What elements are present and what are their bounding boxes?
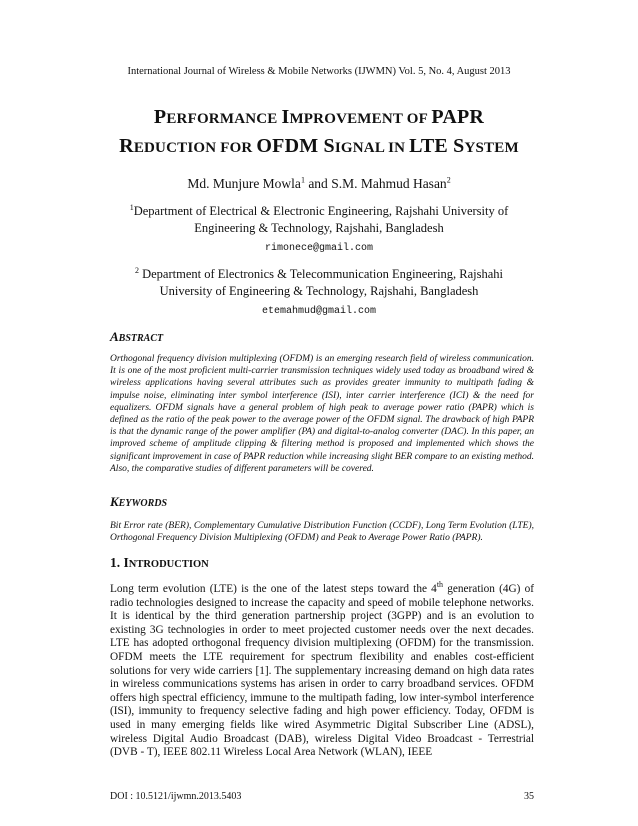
introduction-text-rest: generation (4G) of radio technologies designed to increase the capacity and speed of mobile telephone networks. It is identical by the third generation partnership project (3GPP) and is an evolution to existing 3G technologies in order to meet projected customer needs over the next decades. LTE has adopted orthogonal frequency division multiplexing (OFDM) for the transmission. OFDM meets the LTE requirement for spectrum flexibility and enables cost-efficient solutions for very wide carriers [1]. The supplementary increasing demand on high data rates in wireless communications systems has arisen in order to carry broadband services. OFDM offers high spectral efficiency, immune to the multipath fading, low inter-symbol interference (ISI), immunity to frequency selective fading and high power efficiency. Today, OFDM is used in many emerging fields like wired Asymmetric Digital Subscriber Line (ADSL), wireless Digital Audio Broadcast (DAB), wireless Digital Video Broadcast - Terrestrial (DVB - T), IEEE 802.11 Wireless Local Area Network (WLAN), IEEE	[110, 583, 534, 759]
abstract-body: Orthogonal frequency division multiplexing (OFDM) is an emerging research field of wireless communication. It is one of the most proficient multi-carrier transmission techniques widely used today as broadband wired & wireless applications having several attributes such as provides greater immunity to multipath fading & impulse noise, eliminating inter symbol interference (ISI), inter carrier interference (ICI) & the need for equalizers. OFDM signals have a general problem of high peak to average power ratio (PAPR) which is defined as the ratio of the peak power to the average power of the OFDM signal. The drawback of high PAPR is that the dynamic range of the power amplifier (PA) and digital-to-analog converter (DAC). In this paper, an improved scheme of amplitude clipping & filtering method is proposed and implemented which shows the significant improvement in case of PAPR reduction while increasing slight BER compare to an existing method. Also, the comparative studies of different parameters will be covered.	[110, 354, 534, 474]
affiliation-2-text: Department of Electronics & Telecommunication Engineering, Rajshahi University of Engineering & Technology, Rajshahi, Bangladesh	[138, 267, 504, 298]
author-1-email: rimonece@gmail.com	[264, 243, 374, 254]
author-1-affil-mark: 1	[300, 175, 305, 185]
affiliation-2	[108, 266, 530, 300]
journal-header: International Journal of Wireless & Mobile Networks (IJWMN) Vol. 5, No. 4, August 2013	[127, 66, 511, 77]
affiliation-2-mark: 2	[134, 265, 139, 275]
author-2: S.M. Mahmud Hasan	[331, 176, 447, 191]
abstract-heading-rest: BSTRACT	[118, 333, 164, 344]
title-seg: PAPR	[431, 106, 485, 128]
page-number: 35	[524, 791, 534, 802]
abstract-heading-initial: A	[110, 329, 119, 344]
keywords-heading-rest: EYWORDS	[118, 498, 168, 509]
keywords-body: Bit Error rate (BER), Complementary Cumulative Distribution Function (CCDF), Long Term Evolution (LTE), Orthogonal Frequency Division Multiplexing (OFDM) and Peak to Average Power Ratio (PAPR).	[110, 521, 534, 544]
title-seg: LTE S	[409, 135, 465, 157]
title-line-2	[60, 133, 578, 162]
introduction-heading-initial: I	[123, 555, 129, 570]
affiliation-1	[108, 203, 530, 237]
title-seg: MPROVEMENT OF	[289, 111, 432, 127]
abstract-heading	[110, 329, 163, 345]
author-2-affil-mark: 2	[446, 175, 451, 185]
introduction-heading	[110, 555, 209, 571]
doi-link[interactable]: DOI : 10.5121/ijwmn.2013.5403	[110, 791, 242, 802]
title-seg: OFDM S	[256, 135, 335, 157]
title-seg: R	[119, 135, 134, 157]
introduction-heading-rest: NTRODUCTION	[128, 559, 209, 570]
affiliation-1-text: Department of Electrical & Electronic Engineering, Rajshahi University of Engineering & Technology, Rajshahi, Bangladesh	[133, 204, 509, 235]
title-seg: IGNAL IN	[334, 140, 410, 156]
ordinal-superscript: th	[436, 580, 444, 590]
title-seg: YSTEM	[464, 140, 519, 156]
author-connector: and	[304, 176, 332, 191]
introduction-text-start: Long term evolution (LTE) is the one of the latest steps toward the 4	[110, 583, 437, 595]
introduction-number: 1.	[110, 555, 124, 570]
title-seg: ERFORMANCE	[166, 111, 282, 127]
title-seg: P	[153, 106, 167, 128]
title-seg: I	[281, 106, 290, 128]
paper-title	[60, 104, 578, 162]
author-1: Md. Munjure Mowla	[187, 176, 301, 191]
introduction-body	[110, 580, 534, 760]
keywords-heading-initial: K	[110, 494, 119, 509]
author-2-email: etemahmud@gmail.com	[261, 306, 377, 317]
keywords-heading	[110, 494, 167, 510]
author-line	[0, 176, 638, 192]
affiliation-1-mark: 1	[129, 202, 134, 212]
title-line-1	[60, 104, 578, 133]
title-seg: EDUCTION FOR	[133, 140, 257, 156]
